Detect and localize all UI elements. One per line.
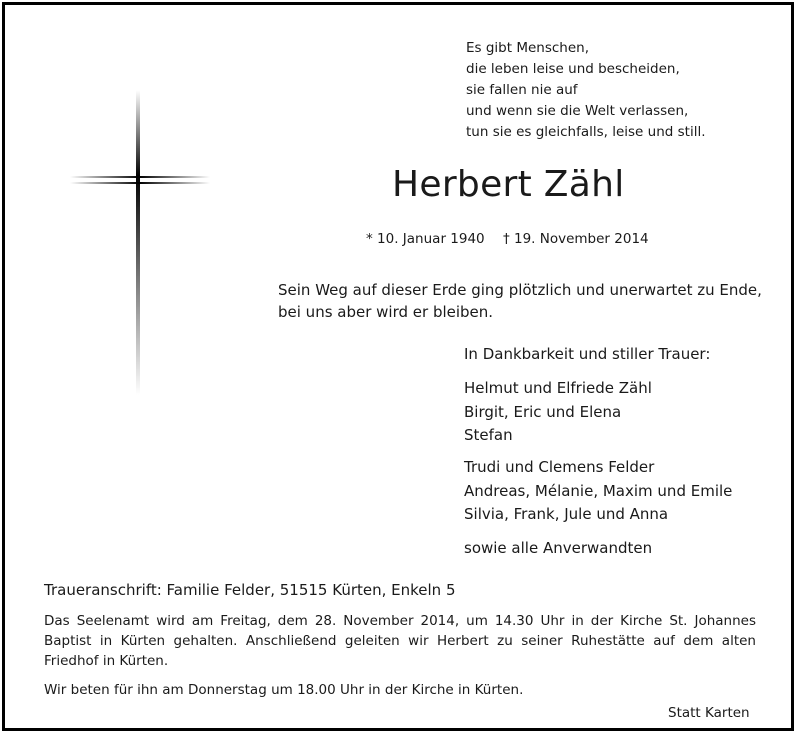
- mourner-line: Andreas, Mélanie, Maxim und Emile: [464, 481, 733, 500]
- mourner-group: [464, 537, 652, 561]
- quote-line: Sein Weg auf dieser Erde ging plötzlich und unerwartet zu Ende,: [278, 281, 762, 299]
- mourner-line: Trudi und Clemens Felder: [464, 458, 655, 476]
- mourner-line: Birgit, Eric und Elena: [464, 402, 622, 421]
- mourner-line: Helmut und Elfriede Zähl: [464, 379, 652, 397]
- mourners-intro: In Dankbarkeit und stiller Trauer:: [464, 345, 711, 363]
- poem: [466, 38, 706, 143]
- memorial-quote: [278, 279, 762, 323]
- mourner-group: [464, 377, 652, 448]
- poem-line: und wenn sie die Welt verlassen,: [466, 103, 689, 119]
- footer-note: Statt Karten: [668, 705, 750, 721]
- poem-line: die leben leise und bescheiden,: [466, 61, 680, 77]
- mourner-line: sowie alle Anverwandten: [464, 539, 653, 557]
- deceased-name: Herbert Zähl: [392, 164, 625, 205]
- mourner-line: Silvia, Frank, Jule und Anna: [464, 505, 669, 523]
- prayer-info: Wir beten für ihn am Donnerstag um 18.00 Uhr in der Kirche in Kürten.: [44, 682, 524, 698]
- death-date: † 19. November 2014: [502, 231, 649, 247]
- quote-line: bei uns aber wird er bleiben.: [278, 303, 494, 321]
- mourner-line: Stefan: [464, 426, 513, 444]
- poem-line: tun sie es gleichfalls, leise und still.: [466, 124, 706, 140]
- cross-icon: [70, 90, 210, 395]
- mourner-group: [464, 456, 732, 527]
- service-info: Das Seelenamt wird am Freitag, dem 28. November 2014, um 14.30 Uhr in der Kirche St. Johannes Baptist in Kürten gehalten. Anschließend geleiten wir Herbert zu seiner Ruhestätte auf dem alten Friedhof in Kürten.: [44, 613, 756, 669]
- mourning-address: Traueranschrift: Familie Felder, 51515 Kürten, Enkeln 5: [44, 581, 456, 599]
- life-dates: [366, 231, 649, 247]
- birth-date: * 10. Januar 1940: [366, 231, 485, 247]
- poem-line: sie fallen nie auf: [466, 82, 578, 98]
- poem-line: Es gibt Menschen,: [466, 40, 590, 56]
